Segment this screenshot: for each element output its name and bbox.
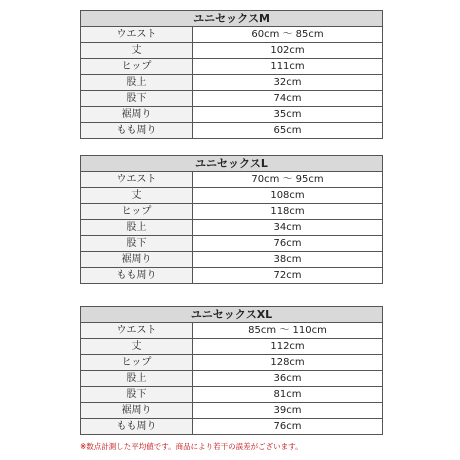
row-value: 76cm	[193, 236, 383, 252]
table-row	[81, 419, 383, 435]
table-row	[81, 59, 383, 75]
table-row	[81, 355, 383, 371]
row-label: 丈	[81, 339, 193, 355]
row-value: 72cm	[193, 268, 383, 284]
row-value: 112cm	[193, 339, 383, 355]
table-row	[81, 43, 383, 59]
row-value: 111cm	[193, 59, 383, 75]
row-value: 85cm 〜 110cm	[193, 323, 383, 339]
row-label: もも周り	[81, 123, 193, 139]
size-table-xl	[80, 306, 383, 435]
table-row	[81, 172, 383, 188]
table-row	[81, 123, 383, 139]
table-row	[81, 27, 383, 43]
table-row	[81, 220, 383, 236]
table-title: ユニセックスL	[81, 156, 383, 172]
row-value: 74cm	[193, 91, 383, 107]
row-label: ウエスト	[81, 323, 193, 339]
table-row	[81, 268, 383, 284]
table-row	[81, 204, 383, 220]
row-value: 60cm 〜 85cm	[193, 27, 383, 43]
row-value: 102cm	[193, 43, 383, 59]
table-row	[81, 339, 383, 355]
row-label: 股下	[81, 91, 193, 107]
row-value: 65cm	[193, 123, 383, 139]
row-label: 丈	[81, 43, 193, 59]
table-row	[81, 188, 383, 204]
row-label: もも周り	[81, 268, 193, 284]
row-label: ヒップ	[81, 204, 193, 220]
row-label: 股下	[81, 387, 193, 403]
row-value: 128cm	[193, 355, 383, 371]
row-value: 118cm	[193, 204, 383, 220]
table-row	[81, 75, 383, 91]
row-value: 39cm	[193, 403, 383, 419]
row-value: 70cm 〜 95cm	[193, 172, 383, 188]
row-value: 76cm	[193, 419, 383, 435]
row-label: 裾周り	[81, 403, 193, 419]
table-row	[81, 107, 383, 123]
row-label: ヒップ	[81, 355, 193, 371]
table-row	[81, 323, 383, 339]
row-label: 丈	[81, 188, 193, 204]
table-row	[81, 387, 383, 403]
row-label: 裾周り	[81, 252, 193, 268]
table-title: ユニセックスXL	[81, 307, 383, 323]
row-label: ウエスト	[81, 27, 193, 43]
table-row	[81, 371, 383, 387]
row-label: もも周り	[81, 419, 193, 435]
row-value: 108cm	[193, 188, 383, 204]
size-table-l	[80, 155, 383, 284]
row-label: 裾周り	[81, 107, 193, 123]
row-label: ウエスト	[81, 172, 193, 188]
table-row	[81, 252, 383, 268]
row-value: 81cm	[193, 387, 383, 403]
table-row	[81, 236, 383, 252]
row-value: 34cm	[193, 220, 383, 236]
row-value: 35cm	[193, 107, 383, 123]
table-row	[81, 403, 383, 419]
row-label: 股上	[81, 75, 193, 91]
row-label: 股下	[81, 236, 193, 252]
row-label: ヒップ	[81, 59, 193, 75]
table-title: ユニセックスM	[81, 11, 383, 27]
row-value: 36cm	[193, 371, 383, 387]
row-value: 32cm	[193, 75, 383, 91]
row-value: 38cm	[193, 252, 383, 268]
size-table-m	[80, 10, 383, 139]
measurement-footnote: ※数点計測した平均値です。商品により若干の誤差がございます。	[80, 442, 303, 451]
table-row	[81, 91, 383, 107]
row-label: 股上	[81, 371, 193, 387]
row-label: 股上	[81, 220, 193, 236]
